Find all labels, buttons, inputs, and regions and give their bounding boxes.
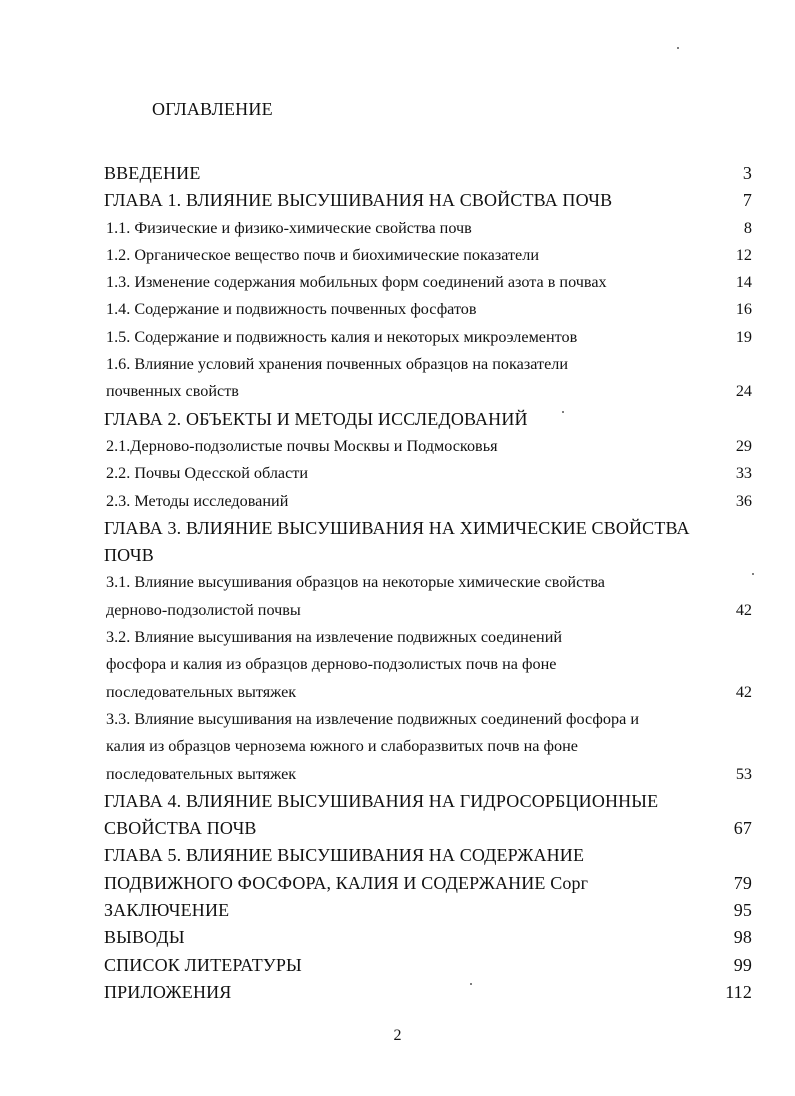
toc-entry-title <box>104 979 231 1006</box>
toc-entry-title-line: последовательных вытяжек <box>106 682 297 701</box>
page-number: 2 <box>393 1027 402 1044</box>
toc-entry-page: 42 <box>735 600 752 619</box>
toc-entry-page: 8 <box>743 218 752 237</box>
toc-entry-title <box>106 351 568 406</box>
toc-entry-page: 19 <box>735 327 752 346</box>
toc-entry <box>104 515 752 570</box>
toc-entry-page: 12 <box>735 245 752 264</box>
toc-entry <box>104 433 752 460</box>
toc-entry-title-line: 3.2. Влияние высушивания на извлечение подвижных соединений <box>106 628 563 647</box>
toc-entry-title-line: ПОДВИЖНОГО ФОСФОРА, КАЛИЯ И СОДЕРЖАНИЕ Сорг <box>104 872 589 893</box>
toc-entry-title <box>106 569 605 624</box>
toc-entry-title <box>104 187 612 214</box>
toc-entry-title-line: ГЛАВА 3. ВЛИЯНИЕ ВЫСУШИВАНИЯ НА ХИМИЧЕСКИЕ СВОЙСТВА <box>104 517 690 538</box>
scan-speck <box>470 983 472 985</box>
toc-entry <box>104 269 752 296</box>
toc-entry <box>104 842 752 897</box>
toc-entry-title <box>104 897 229 924</box>
toc-entry <box>104 952 752 979</box>
toc-entry-page: 7 <box>742 190 752 211</box>
toc-entry-page: 36 <box>735 491 752 510</box>
scan-speck <box>677 47 679 49</box>
toc-entry-title-line: 2.3. Методы исследований <box>106 491 289 510</box>
toc-entry-page: 53 <box>735 764 752 783</box>
toc-entry-title <box>106 624 562 706</box>
toc-entry <box>104 569 752 624</box>
toc-entry-title-line: ЗАКЛЮЧЕНИЕ <box>104 900 230 921</box>
toc-entry <box>104 979 752 1006</box>
toc-entry <box>104 296 752 323</box>
toc-entry-page: 42 <box>735 682 752 701</box>
toc-entry <box>104 706 752 788</box>
toc-entry-page: 67 <box>733 818 752 839</box>
toc-entry-page: 99 <box>733 954 752 975</box>
toc-entry-title <box>104 842 588 897</box>
toc-entry-title-line: фосфора и калия из образцов дерново-подзолистых почв на фоне <box>106 655 557 674</box>
toc-entry-title <box>106 433 498 460</box>
toc-entry <box>104 242 752 269</box>
toc-entry-title-line: ВВЕДЕНИЕ <box>104 163 201 183</box>
toc-title: ОГЛАВЛЕНИЕ <box>152 99 273 119</box>
toc-entry-page: 14 <box>735 273 752 292</box>
toc-entry-title-line: СПИСОК ЛИТЕРАТУРЫ <box>104 954 302 975</box>
toc-entry-title <box>106 215 472 242</box>
toc-entry-title <box>104 788 658 843</box>
toc-entry-page: 112 <box>725 981 752 1002</box>
toc-entry-page: 95 <box>733 900 752 921</box>
toc-entry-title-line: почвенных свойств <box>106 382 239 401</box>
toc-entry-page: 29 <box>735 436 752 455</box>
toc-entry-page: 3 <box>742 163 752 183</box>
toc-entry <box>104 187 752 214</box>
toc-entry-title <box>104 160 200 187</box>
toc-entry <box>104 488 752 515</box>
toc-entry <box>104 160 752 187</box>
toc-entry-title-line: ГЛАВА 1. ВЛИЯНИЕ ВЫСУШИВАНИЯ НА СВОЙСТВА ПОЧВ <box>104 190 613 211</box>
scan-speck <box>562 411 564 413</box>
toc-entry-title <box>104 952 302 979</box>
toc-entry <box>104 351 752 406</box>
toc-entry-title <box>106 460 308 487</box>
toc-entry-title-line: ВЫВОДЫ <box>104 927 185 948</box>
toc-entry-title <box>106 488 288 515</box>
toc-entry-title-line: 1.3. Изменение содержания мобильных форм соединений азота в почвах <box>106 273 607 292</box>
toc-entry-title <box>104 515 690 570</box>
toc-entry-title <box>106 296 477 323</box>
toc-entry-title-line: 1.2. Органическое вещество почв и биохимические показатели <box>106 245 539 264</box>
table-of-contents <box>104 160 752 1006</box>
toc-entry-title-line: 1.6. Влияние условий хранения почвенных образцов на показатели <box>106 355 568 374</box>
toc-entry-page: 79 <box>733 872 752 893</box>
toc-entry <box>104 788 752 843</box>
toc-entry-title-line: 2.1.Дерново-подзолистые почвы Москвы и Подмосковья <box>106 436 498 455</box>
toc-entry-title-line: 3.3. Влияние высушивания на извлечение подвижных соединений фосфора и <box>106 709 640 728</box>
toc-entry-title-line: калия из образцов чернозема южного и слаборазвитых почв на фоне <box>106 737 578 756</box>
toc-entry <box>104 924 752 951</box>
toc-entry-title-line: СВОЙСТВА ПОЧВ <box>104 818 257 839</box>
toc-entry-title-line: дерново-подзолистой почвы <box>106 600 301 619</box>
toc-entry-page: 16 <box>735 300 752 319</box>
toc-entry-title-line: ГЛАВА 2. ОБЪЕКТЫ И МЕТОДЫ ИССЛЕДОВАНИЙ <box>104 408 528 429</box>
toc-entry <box>104 324 752 351</box>
scan-speck <box>752 573 754 575</box>
toc-entry-page: 33 <box>735 464 752 483</box>
toc-entry <box>104 460 752 487</box>
toc-entry-title-line: ПОЧВ <box>104 545 154 566</box>
toc-entry-title <box>106 242 539 269</box>
toc-entry <box>104 897 752 924</box>
toc-entry-title-line: последовательных вытяжек <box>106 764 297 783</box>
toc-entry-title-line: 3.1. Влияние высушивания образцов на некоторые химические свойства <box>106 573 605 592</box>
toc-entry-title-line: 1.5. Содержание и подвижность калия и некоторых микроэлементов <box>106 327 578 346</box>
toc-entry-title-line: 1.1. Физические и физико-химические свойства почв <box>106 218 472 237</box>
toc-entry-title-line: ПРИЛОЖЕНИЯ <box>104 981 232 1002</box>
toc-entry <box>104 624 752 706</box>
toc-entry-title-line: ГЛАВА 4. ВЛИЯНИЕ ВЫСУШИВАНИЯ НА ГИДРОСОРБЦИОННЫЕ <box>104 790 659 811</box>
toc-entry-title <box>106 269 607 296</box>
toc-entry-title <box>106 324 577 351</box>
toc-entry-page: 24 <box>735 382 752 401</box>
toc-entry-title <box>104 406 528 433</box>
toc-entry <box>104 406 752 433</box>
toc-entry-title-line: 2.2. Почвы Одесской области <box>106 464 309 483</box>
toc-entry <box>104 215 752 242</box>
toc-entry-title-line: 1.4. Содержание и подвижность почвенных фосфатов <box>106 300 477 319</box>
toc-entry-page: 98 <box>733 927 752 948</box>
toc-entry-title-line: ГЛАВА 5. ВЛИЯНИЕ ВЫСУШИВАНИЯ НА СОДЕРЖАНИЕ <box>104 845 585 866</box>
toc-entry-title <box>104 924 185 951</box>
toc-entry-title <box>106 706 639 788</box>
